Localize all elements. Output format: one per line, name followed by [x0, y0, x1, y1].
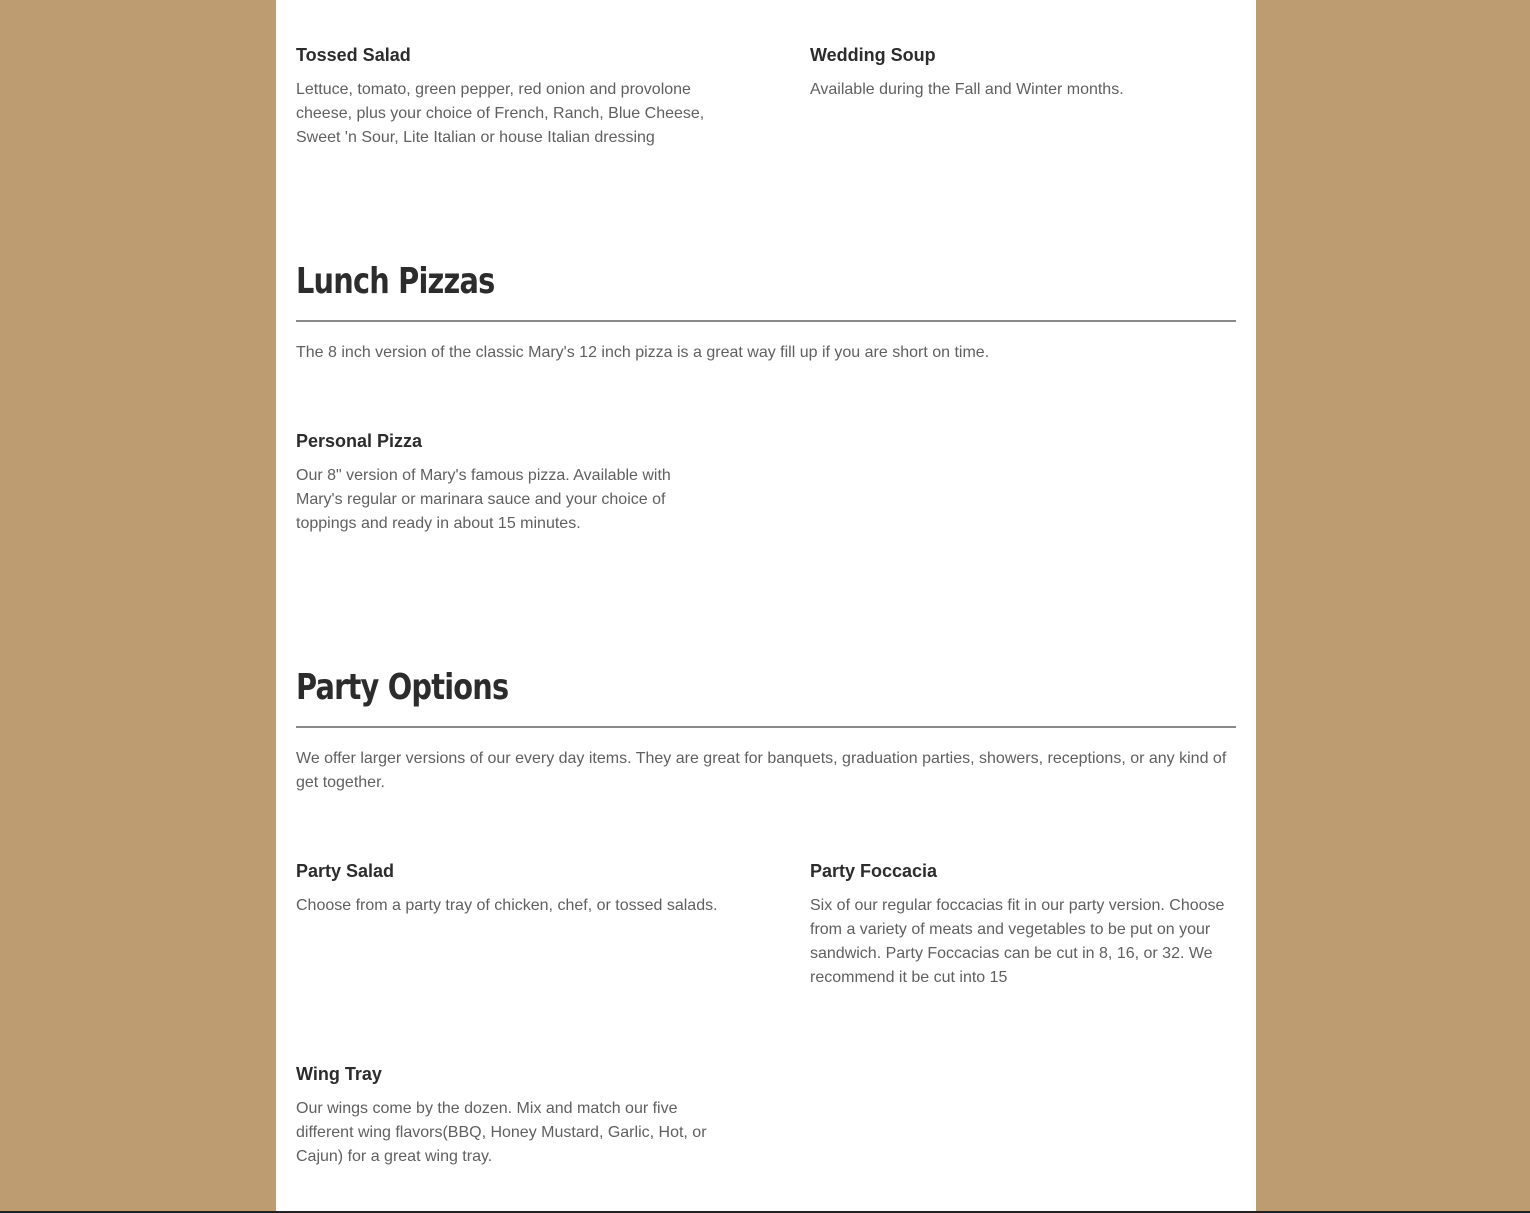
section-divider [296, 320, 1236, 322]
menu-item-description: Six of our regular foccacias fit in our party version. Choose from a variety of meats and vegetables to be put on your sandwich. Party Foccacias can be cut in 8, 16, or 32. We recommend it be cut into 15 [810, 897, 1225, 986]
menu-item-description: Our 8" version of Mary's famous pizza. Available with Mary's regular or marinara sauce and your choice of toppings and ready in about 15 minutes. [296, 467, 671, 532]
section-title-party-options: Party Options [296, 667, 509, 708]
menu-item-title: Party Salad [296, 861, 395, 881]
menu-content [276, 0, 1256, 1211]
menu-item-title: Personal Pizza [296, 431, 423, 451]
section-title-lunch-pizzas: Lunch Pizzas [296, 261, 495, 302]
section-divider [296, 726, 1236, 728]
menu-item-description: Our wings come by the dozen. Mix and match our five different wing flavors(BBQ, Honey Mustard, Garlic, Hot, or Cajun) for a great wing tray. [296, 1100, 707, 1165]
menu-item-description: Choose from a party tray of chicken, chef, or tossed salads. [296, 897, 718, 914]
menu-item-title: Party Foccacia [810, 861, 938, 881]
section-intro: The 8 inch version of the classic Mary's 12 inch pizza is a great way fill up if you are short on time. [296, 344, 990, 361]
menu-item-title: Tossed Salad [296, 45, 411, 65]
section-intro: We offer larger versions of our every day items. They are great for banquets, graduation parties, showers, receptions, or any kind of get together. [296, 750, 1227, 791]
menu-item-title: Wedding Soup [810, 45, 936, 65]
menu-item-description: Lettuce, tomato, green pepper, red onion and provolone cheese, plus your choice of French, Ranch, Blue Cheese, Sweet 'n Sour, Lite Italian or house Italian dressing [296, 81, 705, 146]
menu-item-title: Wing Tray [296, 1064, 382, 1084]
menu-item-description: Available during the Fall and Winter months. [810, 81, 1124, 98]
